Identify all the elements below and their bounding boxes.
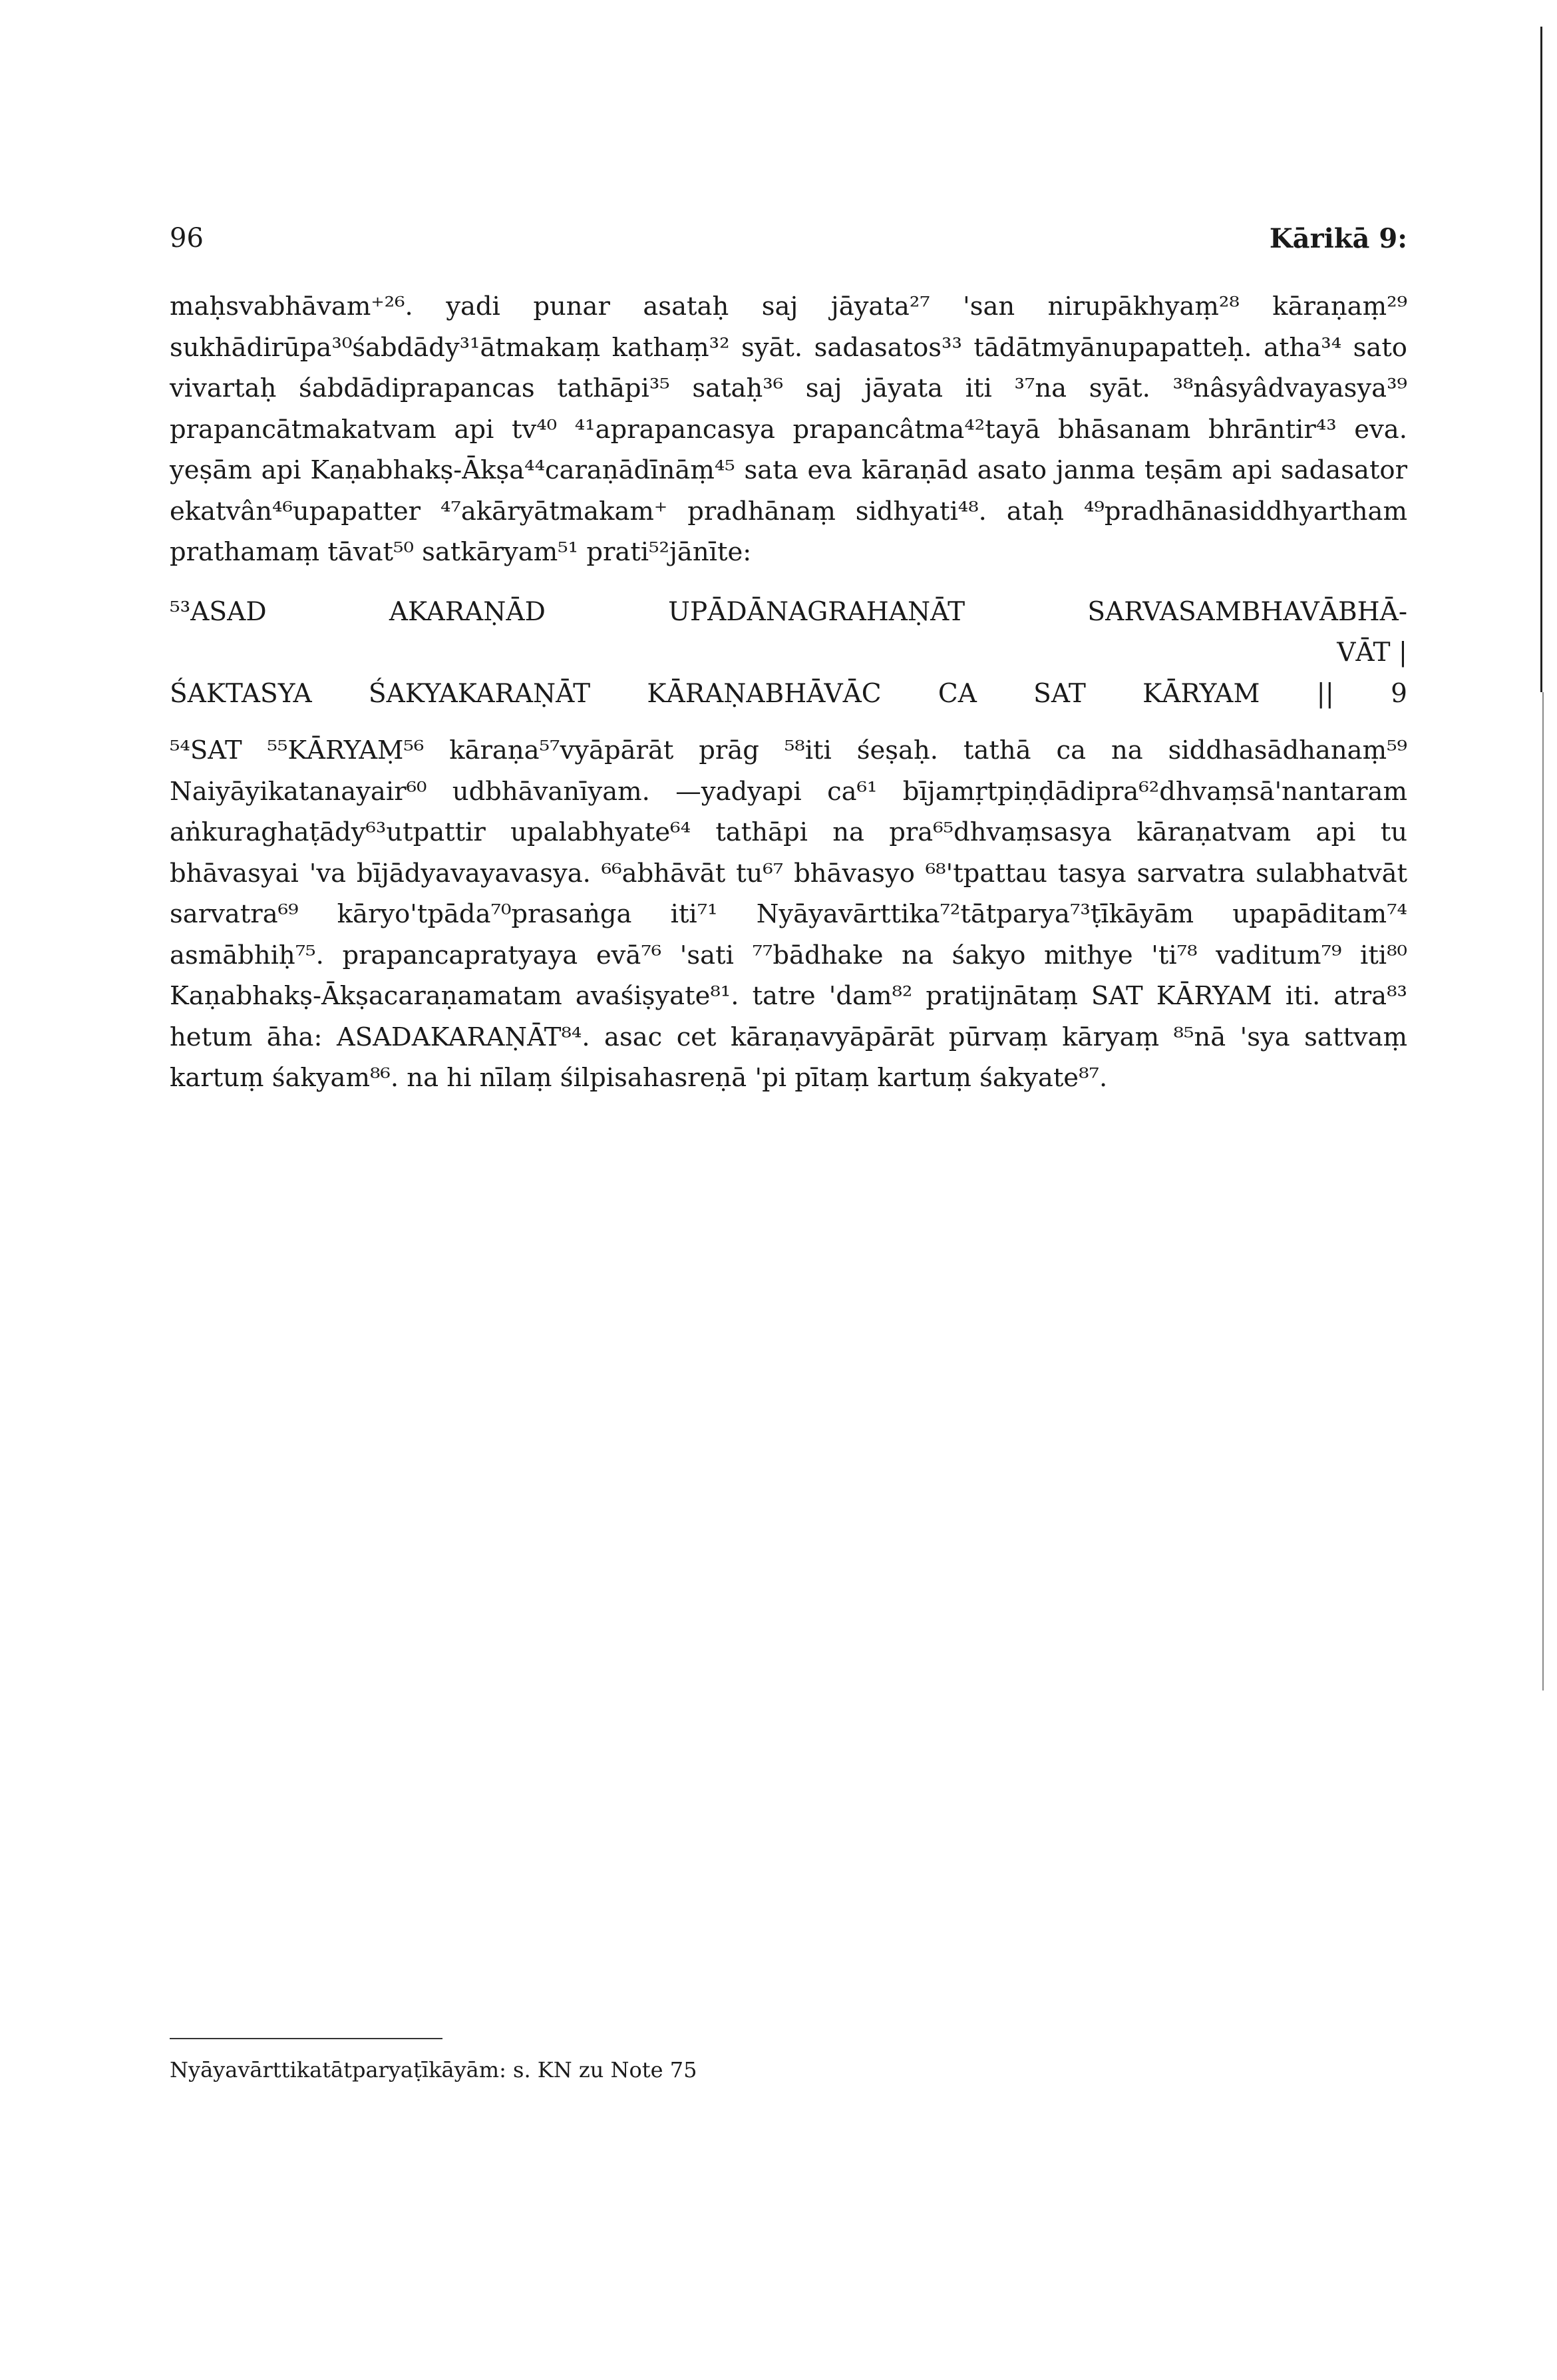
page-edge-line-lower bbox=[1542, 692, 1544, 1690]
karika-line-1: ⁵³ASAD AKARAṆĀD UPĀDĀNAGRAHAṆĀT SARVASAMBHAVĀBHĀ- bbox=[170, 596, 1407, 627]
running-head: Kārikā 9: bbox=[1269, 223, 1407, 254]
karika-line-2: VĀT | bbox=[1337, 638, 1407, 668]
paragraph-1: maḥsvabhāvam⁺²⁶. yadi punar asataḥ saj jāyata²⁷ 'san nirupākhyaṃ²⁸ kāraṇaṃ²⁹ sukhādirūpa³⁰śabdādy³¹ātmakaṃ kathaṃ³² syāt. sadasatos³³ tādātmyānupapatteḥ. atha³⁴ sato vivartaḥ śabdādiprapancas tathāpi³⁵ sataḥ³⁶ saj jāyata iti ³⁷na syāt. ³⁸nâsyâdvayasya³⁹ prapancātmakatvam api tv⁴⁰ ⁴¹aprapancasya prapancâtma⁴²tayā bhāsanam bhrāntir⁴³ eva. yeṣām api Kaṇabhakṣ-Ākṣa⁴⁴caraṇādīnāṃ⁴⁵ sata eva kāraṇād asato janma teṣām api sadasator ekatvân⁴⁶upapatter ⁴⁷akāryātmakam⁺ pradhānaṃ sidhyati⁴⁸. ataḥ ⁴⁹pradhānasiddhyartham prathamaṃ tāvat⁵⁰ satkāryam⁵¹ prati⁵²jānīte: bbox=[170, 292, 1407, 567]
footnote-divider bbox=[170, 2038, 442, 2039]
main-text bbox=[170, 286, 1407, 1099]
karika-verse bbox=[170, 592, 1407, 715]
karika-line-3: ŚAKTASYA ŚAKYAKARAṆĀT KĀRAṆABHĀVĀC CA SAT KĀRYAM || 9 bbox=[170, 678, 1407, 709]
page-number: 96 bbox=[170, 223, 204, 254]
page-header bbox=[170, 223, 1407, 263]
page-edge-line bbox=[1540, 27, 1542, 692]
paragraph-2: ⁵⁴SAT ⁵⁵KĀRYAṂ⁵⁶ kāraṇa⁵⁷vyāpārāt prāg ⁵⁸iti śeṣaḥ. tathā ca na siddhasādhanaṃ⁵⁹ Naiyāyikatanayair⁶⁰ udbhāvanīyam. —yadyapi ca⁶¹ bījamṛtpiṇḍādipra⁶²dhvaṃsā'nantaram aṅkuraghaṭādy⁶³utpattir upalabhyate⁶⁴ tathāpi na pra⁶⁵dhvaṃsasya kāraṇatvam api tu bhāvasyai 'va bījādyavayavasya. ⁶⁶abhāvāt tu⁶⁷ bhāvasyo ⁶⁸'tpattau tasya sarvatra sulabhatvāt sarvatra⁶⁹ kāryo'tpāda⁷⁰prasaṅga iti⁷¹ Nyāyavārttika⁷²tātparya⁷³ṭīkāyām upapāditam⁷⁴ asmābhiḥ⁷⁵. prapancapratyaya evā⁷⁶ 'sati ⁷⁷bādhake na śakyo mithye 'ti⁷⁸ vaditum⁷⁹ iti⁸⁰ Kaṇabhakṣ-Ākṣacaraṇamatam avaśiṣyate⁸¹. tatre 'dam⁸² pratijnātaṃ SAT KĀRYAM iti. atra⁸³ hetum āha: ASADAKARAṆĀT⁸⁴. asac cet kāraṇavyāpārāt pūrvaṃ kāryaṃ ⁸⁵nā 'sya sattvaṃ kartuṃ śakyam⁸⁶. na hi nīlaṃ śilpisahasreṇā 'pi pītaṃ kartuṃ śakyate⁸⁷. bbox=[170, 735, 1407, 1093]
footnote: Nyāyavārttikatātparyaṭīkāyām: s. KN zu Note 75 bbox=[170, 2057, 697, 2082]
